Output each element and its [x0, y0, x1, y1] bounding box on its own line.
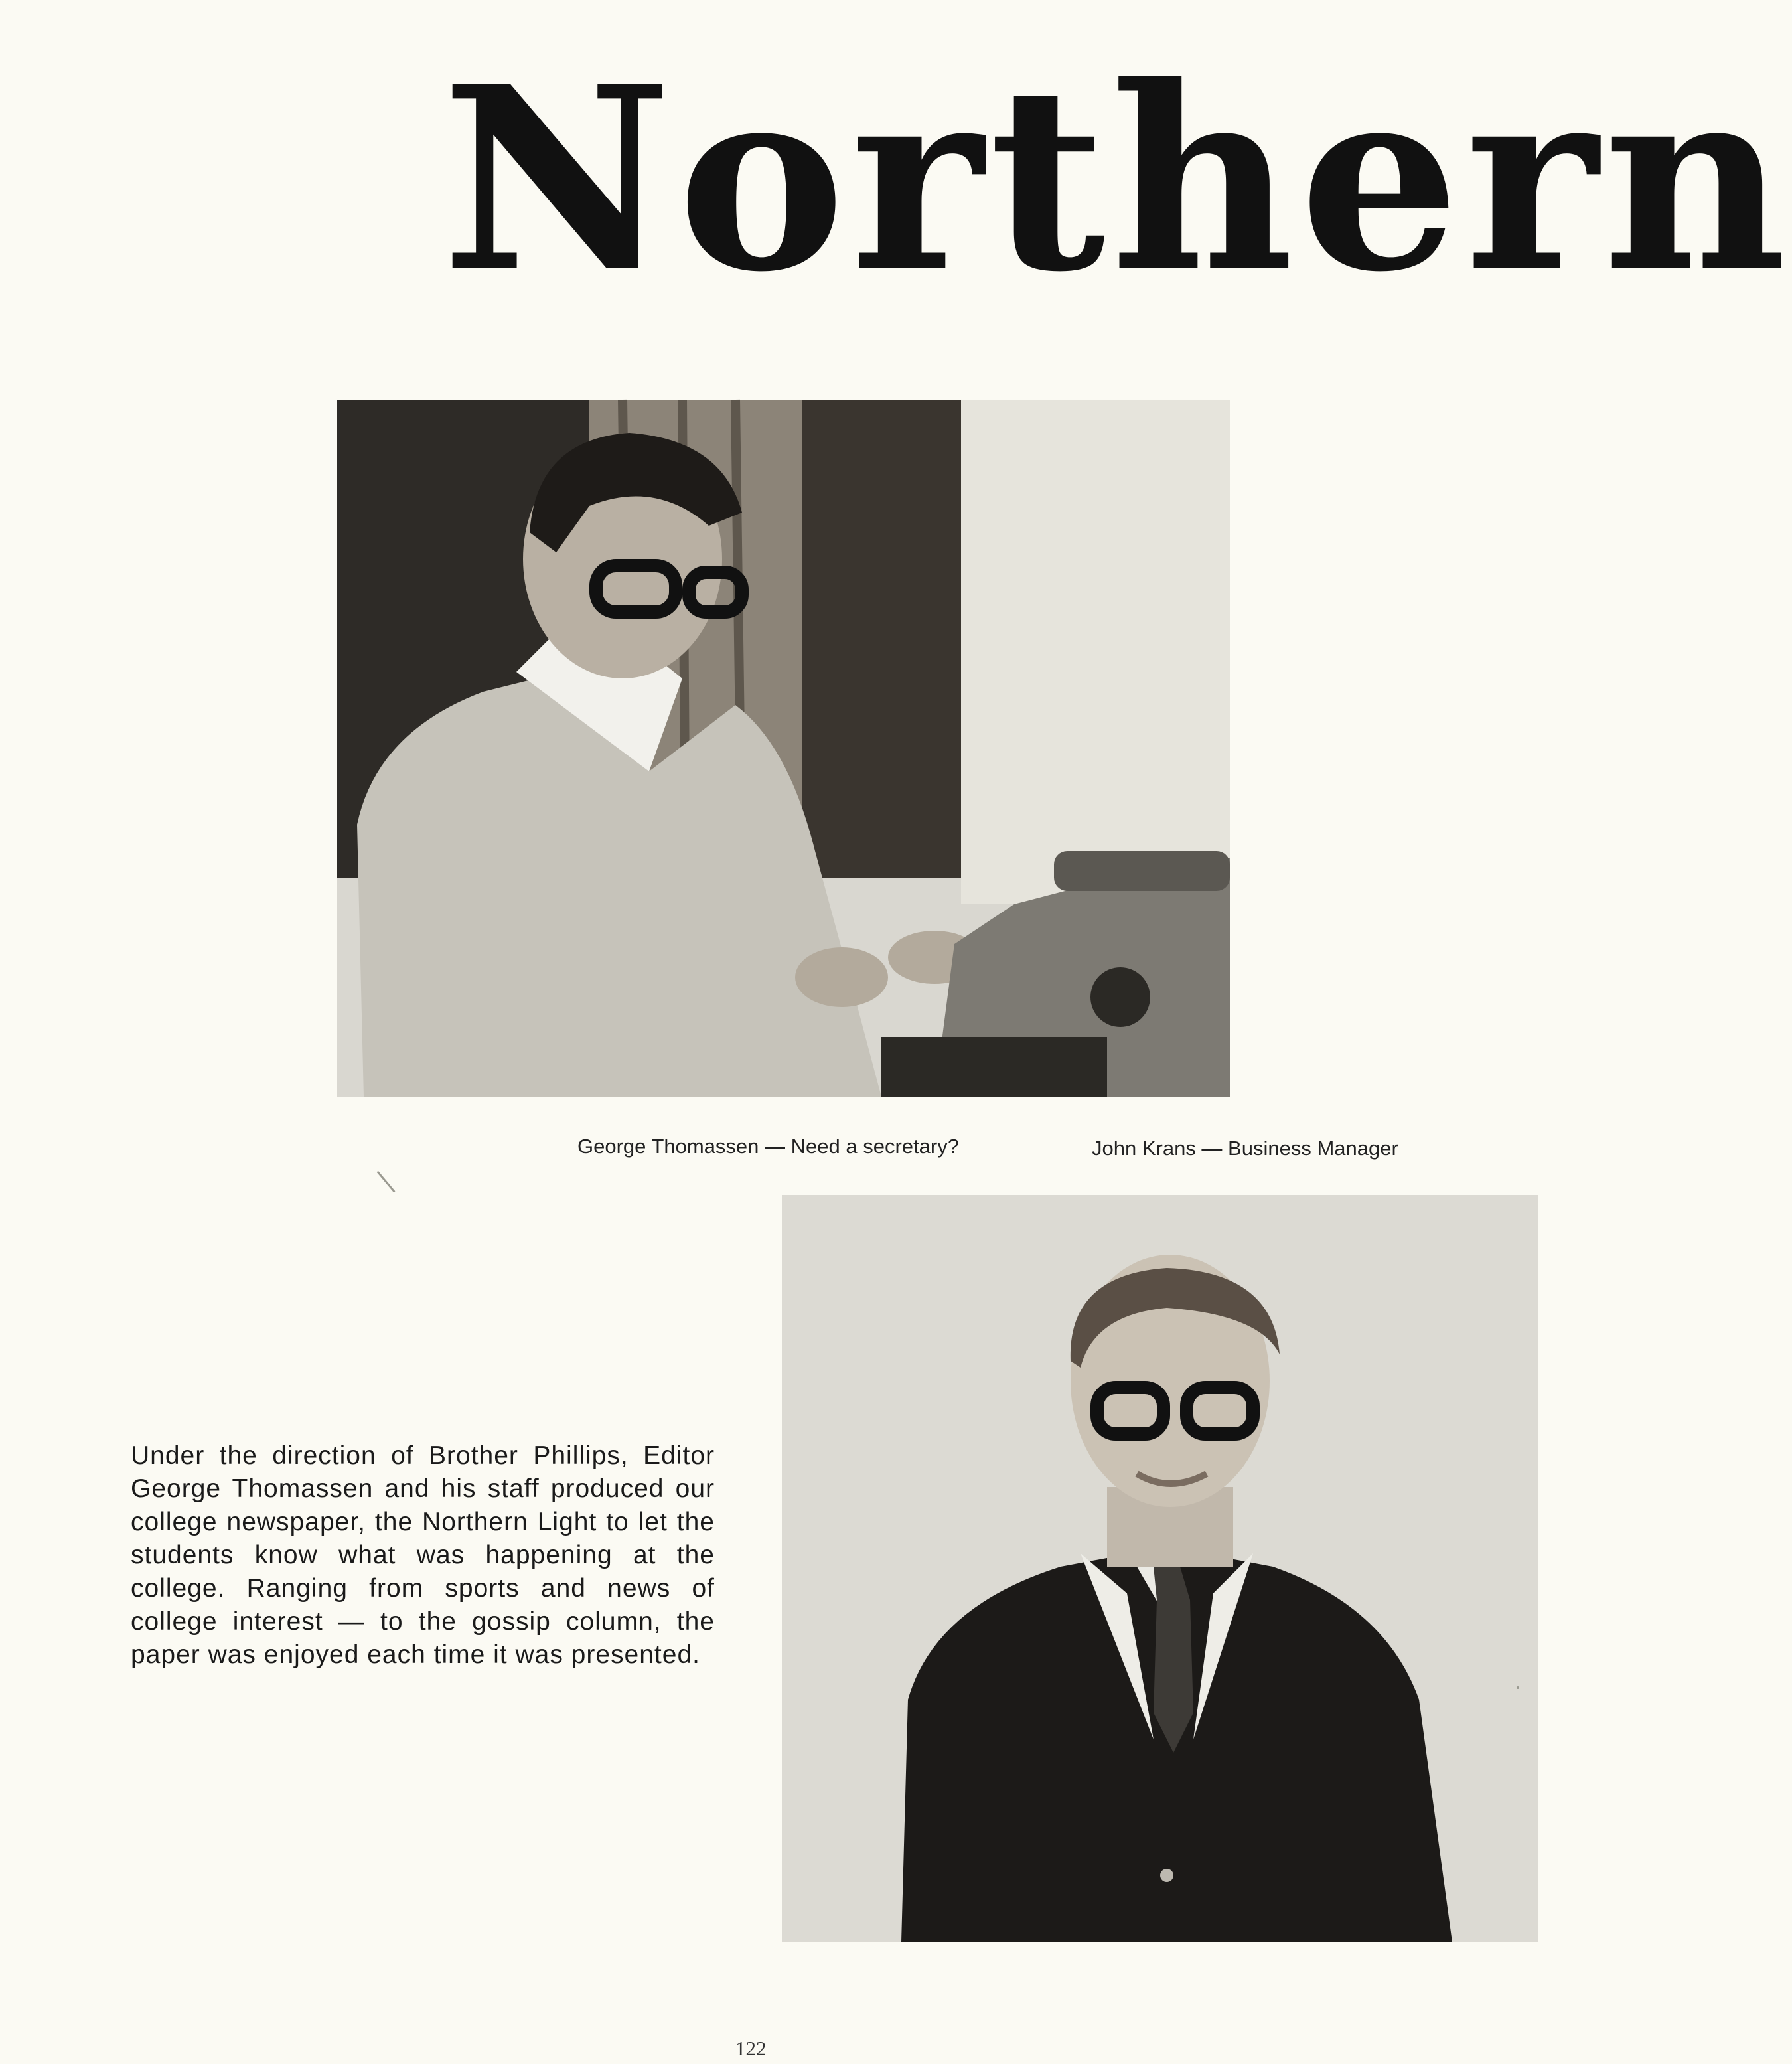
- page-title: Northern: [441, 31, 1792, 327]
- paper-mark: [1517, 1686, 1519, 1689]
- photo-caption: George Thomassen — Need a secretary?: [577, 1135, 959, 1158]
- paper-mark: [376, 1171, 395, 1193]
- photo-john-krans: [782, 1195, 1538, 1942]
- photo-george-thomassen: [337, 400, 1230, 1097]
- page-number: 122: [735, 2037, 767, 2060]
- photo-caption: John Krans — Business Manager: [1092, 1137, 1398, 1160]
- article-text: Under the direction of Brother Phillips, Editor George Thomassen and his staff produced our college newspaper, the Northern Light to let the students know what was happening at the college. Ranging from sports and news of college interest — to the gossip column, the paper was enjoyed each time it was presented.: [131, 1441, 715, 1669]
